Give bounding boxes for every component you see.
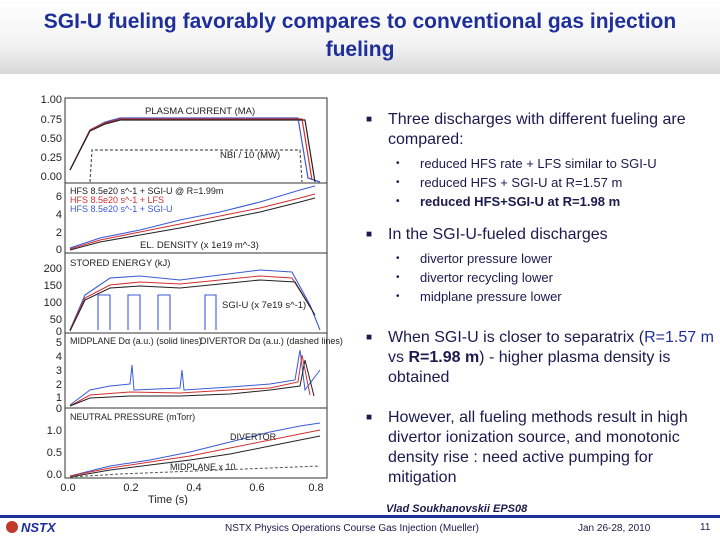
x-tick: 0.6 (249, 482, 265, 494)
bullet-3-r1: R=1.57 m (644, 329, 714, 346)
p2-tick: 4 (55, 209, 62, 221)
bullet-marker-icon: ■ (366, 229, 373, 240)
sub-bullet-marker-icon: • (396, 196, 400, 207)
x-tick: 0.8 (308, 482, 324, 494)
x-axis-label: Time (s) (148, 494, 188, 505)
p3-tick: 200 (43, 263, 62, 275)
p2-tick: 2 (55, 227, 62, 239)
sub-bullet-text: midplane pressure lower (420, 289, 562, 304)
bullet-marker-icon: ■ (366, 332, 373, 343)
sub-bullet (362, 287, 717, 306)
footer-course: NSTX Physics Operations Course Gas Injection (Mueller) (225, 523, 479, 534)
p2-tick: 0 (55, 244, 62, 256)
legend-red: HFS 8.5e20 s^-1 + LFS (70, 195, 165, 205)
figure (30, 90, 345, 505)
sub-bullet (362, 249, 717, 268)
p3-tick: 100 (43, 297, 62, 309)
bullet-list (362, 110, 717, 488)
footer-divider (0, 515, 720, 518)
label-nbi: NBI / 10 (MW) (220, 150, 281, 161)
nstx-logo (6, 520, 56, 536)
label-neutral-pressure: NEUTRAL PRESSURE (mTorr) (70, 412, 196, 422)
p3-tick: 150 (43, 280, 62, 292)
sub-bullet-marker-icon: • (396, 291, 400, 302)
p3-tick: 50 (49, 314, 62, 326)
label-midplane-x10: MIDPLANE x 10 (170, 462, 236, 472)
p5-tick: 0.0 (46, 469, 62, 481)
label-divertor-dalpha: DIVERTOR Dα (a.u.) (dashed lines) (200, 336, 343, 346)
nstx-logo-icon (6, 521, 18, 533)
p2-tick: 6 (55, 191, 62, 203)
p1-tick: 0.50 (40, 133, 62, 145)
p4-tick: 3 (55, 365, 62, 377)
x-tick: 0.4 (186, 482, 202, 494)
sub-bullet (362, 154, 717, 173)
bullet-3 (362, 328, 717, 388)
bullet-3-post: ) - higher plasma density is obtained (388, 349, 671, 386)
sub-bullet-text: reduced HFS+SGI-U at R=1.98 m (420, 194, 621, 209)
logo-text: NSTX (21, 520, 56, 535)
bullet-2-text: In the SGI-U-fueled discharges (388, 226, 608, 243)
p4-tick: 4 (55, 351, 62, 363)
p5-tick: 1.0 (46, 425, 62, 437)
sub-bullet-marker-icon: • (396, 177, 400, 188)
legend-blue: HFS 8.5e20 s^-1 + SGI-U (70, 204, 173, 214)
p4-tick: 5 (55, 337, 62, 349)
label-plasma-current: PLASMA CURRENT (MA) (145, 106, 256, 117)
sub-bullet-text: divertor recycling lower (420, 270, 553, 285)
p4-tick: 2 (55, 379, 62, 391)
bullet-3-mid: vs (388, 349, 409, 366)
bullet-1-text: Three discharges with different fueling are compared: (388, 111, 686, 148)
p1-tick: 1.00 (40, 94, 62, 106)
sub-bullet-marker-icon: • (396, 272, 400, 283)
p4-tick: 0 (55, 403, 62, 415)
label-density: EL. DENSITY (x 1e19 m^-3) (140, 240, 259, 251)
p1-tick: 0.00 (40, 171, 62, 183)
sub-bullet (362, 173, 717, 192)
author: Vlad Soukhanovskii EPS08 (386, 503, 528, 515)
page-number: 11 (700, 522, 711, 533)
sub-bullet-marker-icon: • (396, 158, 400, 169)
bullet-3-pre: When SGI-U is closer to separatrix ( (388, 329, 645, 346)
bullet-marker-icon: ■ (366, 412, 373, 423)
p3-tick: 0 (55, 326, 62, 338)
bullet-marker-icon: ■ (366, 114, 373, 125)
label-stored-energy: STORED ENERGY (kJ) (70, 258, 171, 269)
sub-bullet-text: reduced HFS rate + LFS similar to SGI-U (420, 156, 657, 171)
p5-tick: 0.5 (46, 447, 62, 459)
label-midplane-dalpha: MIDPLANE Dα (a.u.) (solid lines) (70, 336, 202, 346)
sub-bullet-text: reduced HFS + SGI-U at R=1.57 m (420, 175, 623, 190)
sub-bullet-marker-icon: • (396, 253, 400, 264)
sub-bullet (362, 268, 717, 287)
bullet-3-r2: R=1.98 m (408, 349, 480, 366)
legend-black: HFS 8.5e20 s^-1 + SGI-U @ R=1.99m (70, 186, 224, 196)
p4-tick: 1 (55, 392, 62, 404)
time-traces-figure (30, 90, 345, 505)
x-tick: 0.0 (60, 482, 76, 494)
bullet-4-text: However, all fueling methods result in high divertor ionization source, and monotonic density rise : need active pumping for mitigation (388, 409, 688, 486)
footer-date: Jan 26-28, 2010 (578, 523, 651, 534)
sub-bullet (362, 192, 717, 211)
x-tick: 0.2 (123, 482, 139, 494)
p1-tick: 0.25 (40, 152, 62, 164)
slide-title: SGI-U fueling favorably compares to conventional gas injection fueling (43, 10, 677, 61)
label-sgiu: SGI-U (x 7e19 s^-1) (222, 300, 307, 311)
sub-bullet-text: divertor pressure lower (420, 251, 553, 266)
label-divertor: DIVERTOR (230, 432, 277, 442)
p1-tick: 0.75 (40, 114, 62, 126)
bullet-1 (362, 110, 717, 150)
bullet-2 (362, 225, 717, 245)
bullet-4 (362, 408, 717, 488)
